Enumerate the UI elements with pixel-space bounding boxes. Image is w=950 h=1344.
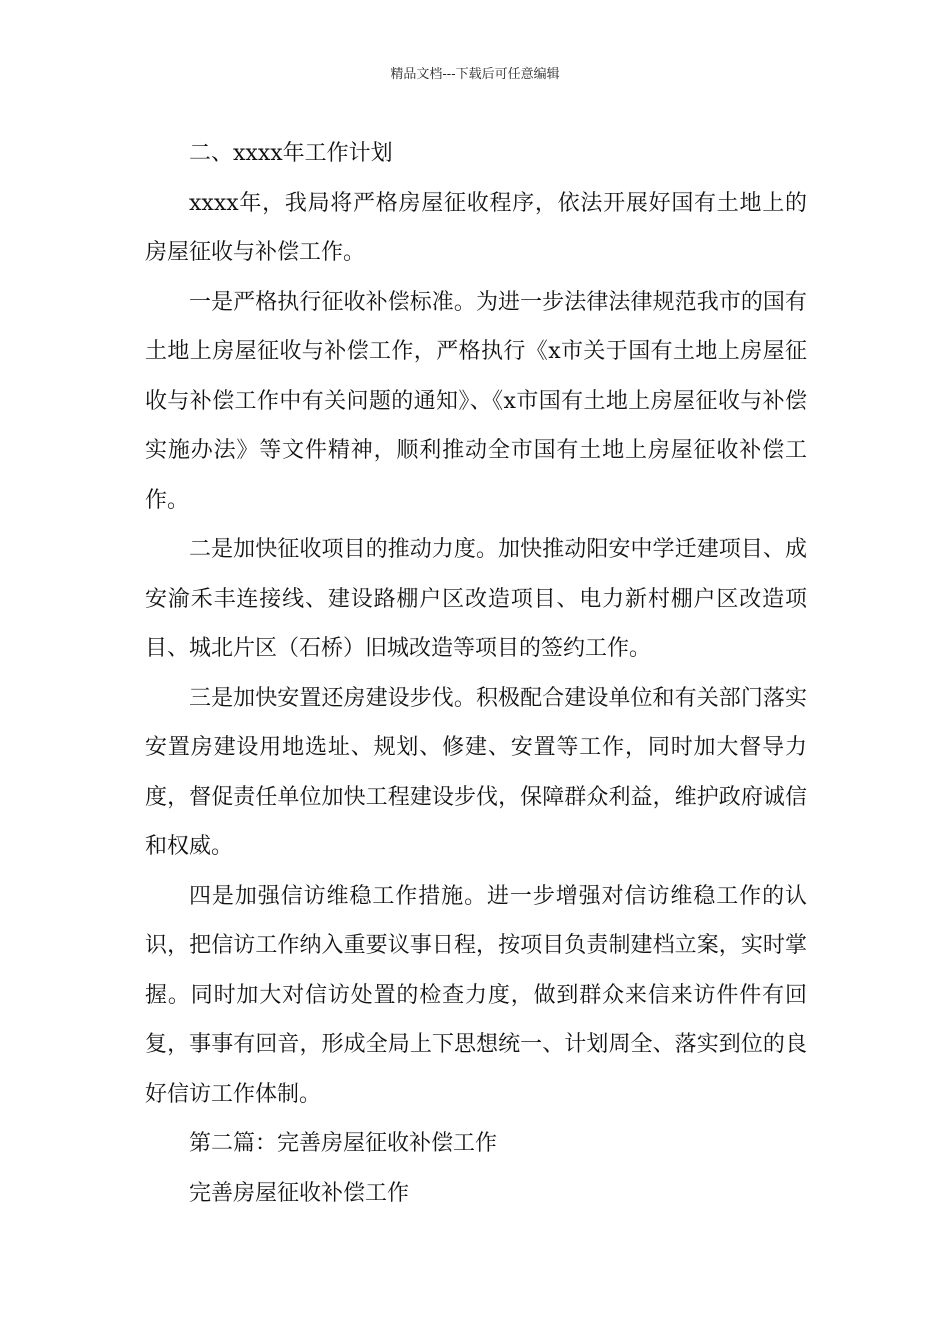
document-body — [145, 129, 807, 1218]
paragraph-point-two: 二是加快征收项目的推动力度。加快推动阳安中学迁建项目、成安渝禾丰连接线、建设路棚户区改造项目、电力新村棚户区改造项目、城北片区（石桥）旧城改造等项目的签约工作。 — [145, 537, 807, 661]
chapter-title: 完善房屋征收补偿工作 — [189, 1180, 410, 1206]
paragraph-intro: xxxx年，我局将严格房屋征收程序，依法开展好国有土地上的房屋征收与补偿工作。 — [145, 190, 807, 265]
page-header: 精品文档---下载后可任意编辑 — [390, 67, 560, 82]
paragraph-point-four: 四是加强信访维稳工作措施。进一步增强对信访维稳工作的认识，把信访工作纳入重要议事日程，按项目负责制建档立案，实时掌握。同时加大对信访处置的检查力度，做到群众来信来访件件有回复，事事有回音，形成全局上下思想统一、计划周全、落实到位的良好信访工作体制。 — [145, 883, 807, 1107]
chapter-heading: 第二篇：完善房屋征收补偿工作 — [189, 1131, 498, 1156]
paragraph-point-one: 一是严格执行征收补偿标准。为进一步法律法律规范我市的国有土地上房屋征收与补偿工作，严格执行《x市关于国有土地上房屋征收与补偿工作中有关问题的通知》、《x市国有土地上房屋征收与补偿实施办法》等文件精神，顺利推动全市国有土地上房屋征收补偿工作。 — [145, 289, 807, 513]
section-heading-work-plan: 二、xxxx年工作计划 — [189, 141, 393, 166]
paragraph-point-three: 三是加快安置还房建设步伐。积极配合建设单位和有关部门落实安置房建设用地选址、规划、修建、安置等工作，同时加大督导力度，督促责任单位加快工程建设步伐，保障群众利益，维护政府诚信和权威。 — [145, 685, 807, 859]
